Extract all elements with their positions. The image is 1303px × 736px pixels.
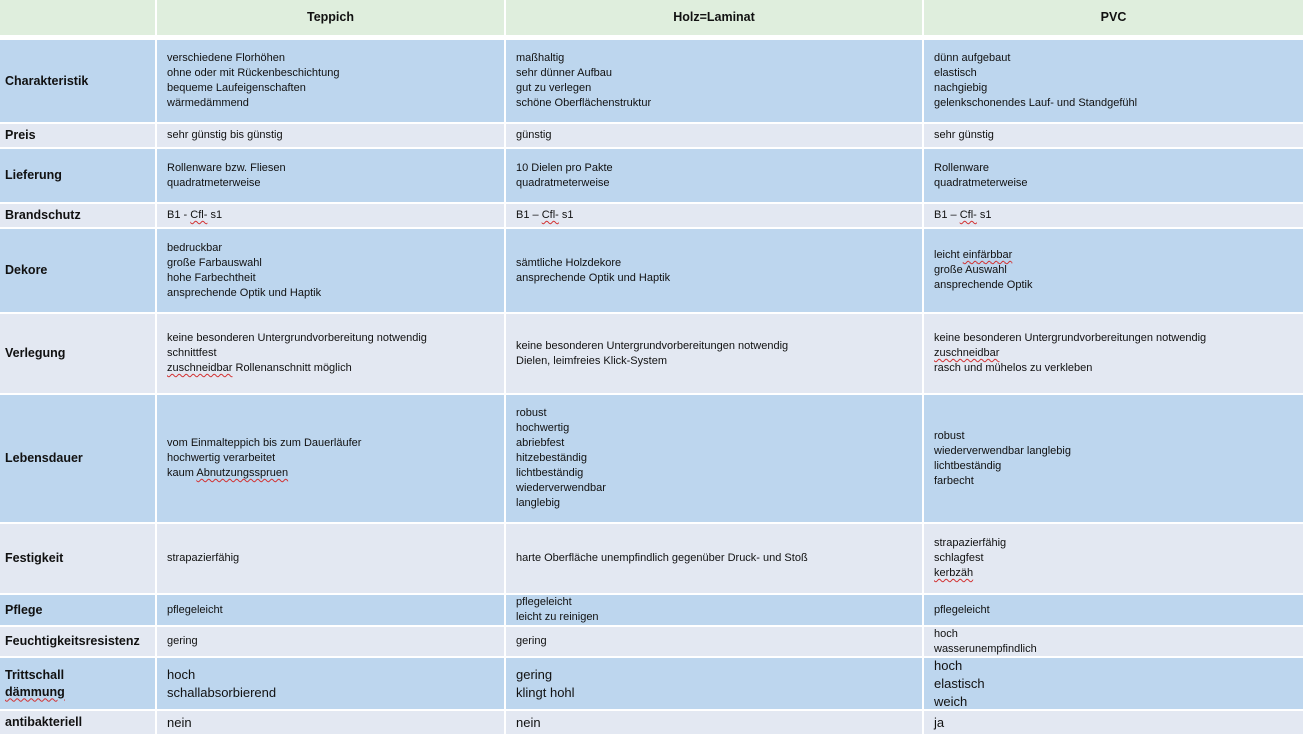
cell-line: leicht zu reinigen xyxy=(516,611,599,623)
cell-line: schallabsorbierend xyxy=(167,684,277,700)
cell-line: abriebfest xyxy=(516,437,565,449)
cell-line: große Auswahl xyxy=(934,264,1007,276)
cell-teppich xyxy=(157,658,506,711)
cell-pvc xyxy=(924,595,1303,627)
cell-holz xyxy=(506,229,924,314)
cell-line: sehr günstig xyxy=(934,129,994,141)
cell-teppich xyxy=(157,711,506,736)
table-row-festigkeit xyxy=(0,524,1303,595)
cell-pvc xyxy=(924,395,1303,524)
cell-line: hoch xyxy=(167,666,196,682)
cell-line: dünn aufgebaut xyxy=(934,52,1011,64)
table-row-lieferung xyxy=(0,149,1303,204)
row-label: Dekore xyxy=(0,229,157,314)
table-row-brandschutz xyxy=(0,204,1303,229)
cell-line: robust xyxy=(516,407,547,419)
cell-line: zuschneidbar Rollenanschnitt möglich xyxy=(167,362,352,374)
cell-line: große Farbauswahl xyxy=(167,256,262,269)
cell-line: wärmedämmend xyxy=(167,97,249,109)
cell-line: maßhaltig xyxy=(516,52,565,64)
cell-line: wiederverwendbar xyxy=(516,482,606,494)
row-label: Feuchtigkeitsresistenz xyxy=(0,627,157,658)
row-label: Preis xyxy=(0,124,157,149)
cell-line: hochwertig xyxy=(516,422,570,434)
cell-line: schlagfest xyxy=(934,552,984,564)
cell-line: kaum Abnutzungsspruen xyxy=(167,467,289,479)
cell-teppich xyxy=(157,595,506,627)
table-row-feuchtigkeitsresistenz xyxy=(0,627,1303,658)
cell-line: Rollenware bzw. Fliesen xyxy=(167,161,286,174)
row-label: Brandschutz xyxy=(0,204,157,229)
cell-pvc xyxy=(924,627,1303,658)
table-row-lebensdauer xyxy=(0,395,1303,524)
cell-teppich xyxy=(157,314,506,395)
cell-pvc xyxy=(924,149,1303,204)
cell-holz xyxy=(506,40,924,124)
cell-line: gut zu verlegen xyxy=(516,82,592,94)
cell-teppich xyxy=(157,627,506,658)
cell-line: keine besonderen Untergrundvorbereitung notwendig xyxy=(167,332,427,344)
cell-line xyxy=(5,684,155,701)
cell-pvc xyxy=(924,204,1303,229)
cell-line: 10 Dielen pro Pakte xyxy=(516,161,613,174)
spellcheck-word: zuschneidbar xyxy=(167,362,233,374)
row-label: Lieferung xyxy=(0,149,157,204)
cell-line: keine besonderen Untergrundvorbereitungen notwendig xyxy=(516,339,789,352)
cell-line: pflegeleicht xyxy=(167,603,223,616)
cell-holz xyxy=(506,314,924,395)
spellcheck-word: Abnutzungsspruen xyxy=(196,467,289,479)
cell-line: wiederverwendbar langlebig xyxy=(934,444,1071,457)
cell-teppich xyxy=(157,229,506,314)
table-row-charakteristik xyxy=(0,40,1303,124)
row-label: Lebensdauer xyxy=(0,395,157,524)
cell-holz xyxy=(506,395,924,524)
cell-line: verschiedene Florhöhen xyxy=(167,52,286,64)
cell-line: klingt hohl xyxy=(516,684,575,700)
cell-line: gering xyxy=(167,635,198,647)
cell-line: Dielen, leimfreies Klick-System xyxy=(516,354,667,367)
cell-line: lichtbeständig xyxy=(934,459,1002,472)
cell-line: sehr dünner Aufbau xyxy=(516,67,613,79)
cell-holz xyxy=(506,524,924,595)
table-row-preis xyxy=(0,124,1303,149)
cell-line: keine besonderen Untergrundvorbereitungen notwendig xyxy=(934,332,1207,344)
row-label: Pflege xyxy=(0,595,157,627)
cell-line: hoch xyxy=(934,658,963,673)
row-label: Verlegung xyxy=(0,314,157,395)
cell-line: harte Oberfläche unempfindlich gegenüber Druck- und Stoß xyxy=(516,552,808,564)
cell-line: strapazierfähig xyxy=(934,537,1007,549)
cell-teppich xyxy=(157,395,506,524)
cell-line: elastisch xyxy=(934,67,977,79)
cell-line: vom Einmalteppich bis zum Dauerläufer xyxy=(167,437,362,449)
cell-line: ohne oder mit Rückenbeschichtung xyxy=(167,67,340,79)
cell-holz xyxy=(506,149,924,204)
cell-line: Rollenware xyxy=(934,161,990,174)
cell-line: farbecht xyxy=(934,474,974,487)
cell-line: B1 - Cfl- s1 xyxy=(167,209,223,221)
spellcheck-word: Cfl- xyxy=(190,209,208,221)
cell-line: rasch und mühelos zu verkleben xyxy=(934,362,1093,374)
cell-holz xyxy=(506,124,924,149)
cell-teppich xyxy=(157,40,506,124)
cell-line: schnittfest xyxy=(167,347,217,359)
cell-line: bedruckbar xyxy=(167,241,223,254)
row-label: antibakteriell xyxy=(0,711,157,736)
cell-line: strapazierfähig xyxy=(167,552,240,564)
row-label: Festigkeit xyxy=(0,524,157,595)
header-pvc: PVC xyxy=(924,0,1303,37)
table-row-verlegung xyxy=(0,314,1303,395)
spellcheck-word: Cfl- xyxy=(541,209,559,221)
cell-line: gering xyxy=(516,666,553,682)
cell-line xyxy=(934,566,1303,581)
cell-line: gelenkschonendes Lauf- und Standgefühl xyxy=(934,97,1138,109)
cell-line: schöne Oberflächenstruktur xyxy=(516,97,652,109)
cell-line: ansprechende Optik xyxy=(934,279,1033,291)
cell-line: hohe Farbechtheit xyxy=(167,271,256,284)
cell-line: leicht einfärbbar xyxy=(934,249,1013,261)
spellcheck-word: Cfl- xyxy=(959,209,977,221)
cell-line: elastisch xyxy=(934,675,985,691)
row-label: Charakteristik xyxy=(0,40,157,124)
cell-line: nachgiebig xyxy=(934,82,988,94)
cell-line: B1 – Cfl- s1 xyxy=(516,209,574,221)
cell-holz xyxy=(506,204,924,229)
cell-holz xyxy=(506,627,924,658)
cell-line: wasserunempfindlich xyxy=(934,642,1037,655)
table-row-antibakteriell xyxy=(0,711,1303,736)
cell-line: weich xyxy=(934,693,968,709)
cell-pvc xyxy=(924,314,1303,395)
table-row-pflege xyxy=(0,595,1303,627)
header-corner xyxy=(0,0,157,37)
cell-teppich xyxy=(157,524,506,595)
cell-line: hitzebeständig xyxy=(516,452,587,464)
spellcheck-word: dämmung xyxy=(5,684,65,699)
cell-pvc xyxy=(924,40,1303,124)
cell-teppich xyxy=(157,124,506,149)
cell-pvc xyxy=(924,124,1303,149)
cell-holz xyxy=(506,658,924,711)
cell-line: sehr günstig bis günstig xyxy=(167,129,283,141)
cell-line: pflegeleicht xyxy=(516,596,572,608)
header-row xyxy=(0,0,1303,37)
cell-line: ansprechende Optik und Haptik xyxy=(516,271,671,284)
cell-line: hoch xyxy=(934,627,958,640)
cell-pvc xyxy=(924,524,1303,595)
table-row-trittschall-dämmung xyxy=(0,658,1303,711)
cell-holz xyxy=(506,711,924,736)
cell-pvc xyxy=(924,229,1303,314)
spellcheck-word: kerbzäh xyxy=(934,567,974,579)
cell-pvc xyxy=(924,711,1303,736)
cell-line: lichtbeständig xyxy=(516,467,584,479)
cell-line: Trittschall xyxy=(5,667,65,682)
cell-teppich xyxy=(157,204,506,229)
cell-line: langlebig xyxy=(516,497,561,509)
cell-line: quadratmeterweise xyxy=(167,176,261,189)
cell-line: bequeme Laufeigenschaften xyxy=(167,82,306,94)
cell-line: sämtliche Holzdekore xyxy=(516,256,622,269)
cell-line: günstig xyxy=(516,129,552,141)
cell-teppich xyxy=(157,149,506,204)
cell-line: robust xyxy=(934,429,965,442)
cell-holz xyxy=(506,595,924,627)
cell-line xyxy=(934,346,1303,361)
spellcheck-word: einfärbbar xyxy=(962,249,1013,261)
cell-line: quadratmeterweise xyxy=(516,176,610,189)
cell-line: pflegeleicht xyxy=(934,603,990,616)
spellcheck-word: zuschneidbar xyxy=(934,347,1000,359)
cell-line: gering xyxy=(516,635,547,647)
cell-line: B1 – Cfl- s1 xyxy=(934,209,992,221)
cell-line: nein xyxy=(167,714,192,730)
cell-pvc xyxy=(924,658,1303,711)
row-label xyxy=(0,658,157,711)
cell-line: ansprechende Optik und Haptik xyxy=(167,286,322,299)
cell-line: quadratmeterweise xyxy=(934,176,1028,189)
cell-line: nein xyxy=(516,714,541,730)
cell-line: hochwertig verarbeitet xyxy=(167,452,276,464)
cell-line: ja xyxy=(934,714,945,730)
table-row-dekore xyxy=(0,229,1303,314)
header-teppich: Teppich xyxy=(157,0,506,37)
header-holz-laminat: Holz=Laminat xyxy=(506,0,924,37)
